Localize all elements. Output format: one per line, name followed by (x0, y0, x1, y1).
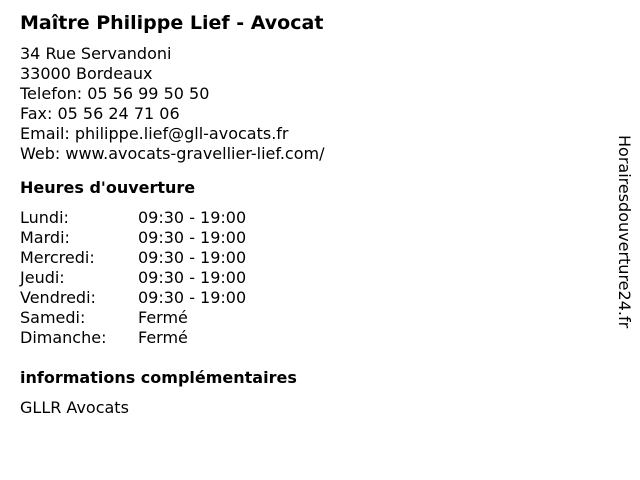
email-address: Email: philippe.lief@gll-avocats.fr (20, 124, 289, 143)
business-card (20, 10, 590, 418)
day-label: Mercredi: (20, 248, 95, 267)
page-title: Maître Philippe Lief - Avocat (20, 12, 324, 34)
opening-hours-heading: Heures d'ouverture (20, 178, 196, 197)
site-brand-watermark: Horairesdouverture24.fr (615, 135, 634, 329)
day-label: Jeudi: (20, 268, 65, 287)
day-hours: 09:30 - 19:00 (138, 268, 247, 287)
day-hours: 09:30 - 19:00 (138, 228, 247, 247)
day-label: Dimanche: (20, 328, 107, 347)
hours-row-thursday (20, 268, 590, 288)
opening-hours-table (20, 208, 590, 348)
hours-row-monday (20, 208, 590, 228)
day-hours: Fermé (138, 308, 188, 327)
day-hours: 09:30 - 19:00 (138, 248, 247, 267)
day-label: Samedi: (20, 308, 86, 327)
hours-row-wednesday (20, 248, 590, 268)
additional-info-heading: informations complémentaires (20, 368, 297, 387)
day-label: Vendredi: (20, 288, 96, 307)
day-hours: 09:30 - 19:00 (138, 288, 247, 307)
street-address: 34 Rue Servandoni (20, 44, 172, 63)
fax-number: Fax: 05 56 24 71 06 (20, 104, 180, 123)
hours-row-sunday (20, 328, 590, 348)
address-block (20, 44, 590, 164)
day-hours: Fermé (138, 328, 188, 347)
day-label: Mardi: (20, 228, 70, 247)
additional-info-value: GLLR Avocats (20, 398, 129, 417)
day-label: Lundi: (20, 208, 69, 227)
hours-row-saturday (20, 308, 590, 328)
hours-row-tuesday (20, 228, 590, 248)
city-address: 33000 Bordeaux (20, 64, 153, 83)
website-link: Web: www.avocats-gravellier-lief.com/ (20, 144, 325, 163)
hours-row-friday (20, 288, 590, 308)
day-hours: 09:30 - 19:00 (138, 208, 247, 227)
phone-number: Telefon: 05 56 99 50 50 (20, 84, 210, 103)
